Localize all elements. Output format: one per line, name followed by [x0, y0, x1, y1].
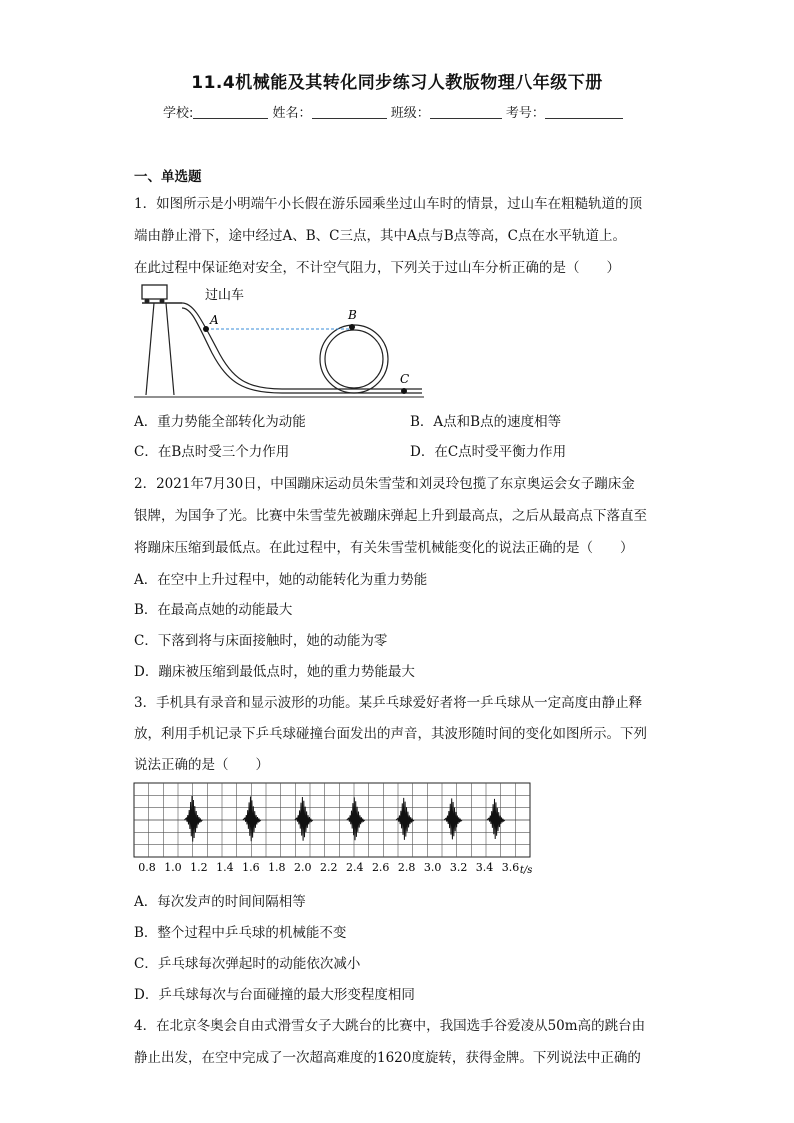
point-a	[203, 326, 209, 332]
tick-label: 1.2	[190, 861, 208, 874]
sound-burst	[444, 798, 462, 839]
q2-line-3: 将蹦床压缩到最低点。在此过程中，有关朱雪莹机械能变化的说法正确的是（ ）	[134, 540, 634, 556]
class-blank[interactable]	[430, 105, 502, 119]
tick-label: 1.4	[216, 861, 234, 874]
q3-option-b[interactable]: B．整个过程中乒乓球的机械能不变	[134, 925, 347, 941]
tick-label: 1.6	[242, 861, 260, 874]
q3-option-a[interactable]: A．每次发声的时间间隔相等	[134, 894, 306, 910]
label-c: C	[400, 372, 410, 386]
school-blank[interactable]	[193, 105, 268, 119]
tower-left-leg	[146, 303, 154, 395]
name-blank[interactable]	[312, 105, 387, 119]
track-inner	[182, 308, 337, 393]
roller-coaster-figure	[132, 281, 432, 401]
sound-burst	[487, 799, 505, 839]
unit-label: t/s	[519, 865, 533, 876]
sound-burst	[243, 797, 261, 842]
coaster-car	[142, 285, 167, 299]
name-label: 姓名：	[272, 106, 312, 121]
section-heading: 一、单选题	[134, 169, 202, 185]
q2-line-2: 银牌，为国争了光。比赛中朱雪莹先被蹦床弹起上升到最高点，之后从最高点下落直至	[134, 508, 647, 524]
sound-burst	[396, 798, 414, 840]
page-title: 11.4机械能及其转化同步练习人教版物理八年级下册	[191, 73, 603, 93]
tick-label: 1.0	[164, 861, 182, 874]
loop-outer	[320, 325, 388, 393]
tick-label: 2.4	[345, 861, 364, 874]
car-wheel	[160, 299, 165, 304]
exam-no-label: 考号：	[505, 106, 545, 121]
exam-no-blank[interactable]	[545, 105, 623, 119]
q2-option-a[interactable]: A．在空中上升过程中，她的动能转化为重力势能	[134, 572, 428, 588]
point-b	[349, 324, 355, 330]
waveform-figure	[130, 781, 540, 881]
car-wheel	[145, 299, 150, 304]
tick-label: 1.8	[268, 861, 286, 874]
label-car: 过山车	[205, 288, 245, 303]
q1-option-b[interactable]: B．A点和B点的速度相等	[410, 414, 562, 430]
tick-label: 3.2	[449, 861, 468, 874]
tick-label: 2.2	[320, 861, 338, 874]
q1-option-d[interactable]: D．在C点时受平衡力作用	[410, 444, 567, 460]
tick-label: 2.0	[294, 861, 312, 874]
tick-label: 3.0	[423, 861, 442, 874]
tick-label: 3.6	[501, 861, 520, 874]
q3-option-c[interactable]: C．乒乓球每次弹起时的动能依次减小	[134, 956, 361, 972]
q2-option-b[interactable]: B．在最高点她的动能最大	[134, 602, 293, 618]
student-info-line	[163, 102, 623, 121]
q2-line-1: 2．2021年7月30日，中国蹦床运动员朱雪莹和刘灵玲包揽了东京奥运会女子蹦床金	[134, 476, 635, 492]
school-label: 学校:	[163, 106, 194, 121]
q2-option-d[interactable]: D．蹦床被压缩到最低点时，她的重力势能最大	[134, 664, 415, 680]
q3-line-3: 说法正确的是（ ）	[134, 757, 269, 773]
tower-right-leg	[166, 303, 174, 395]
label-a: A	[210, 313, 219, 327]
q1-line-1: 1．如图所示是小明端午小长假在游乐园乘坐过山车时的情景，过山车在粗糙轨道的顶	[134, 196, 643, 212]
q3-line-2: 放，利用手机记录下乒乓球碰撞台面发出的声音，其波形随时间的变化如图所示。下列	[134, 726, 647, 742]
q1-line-2: 端由静止滑下，途中经过A、B、C三点，其中A点与B点等高，C点在水平轨道上。	[134, 228, 626, 244]
sound-burst	[184, 796, 202, 842]
q1-option-a[interactable]: A．重力势能全部转化为动能	[134, 414, 306, 430]
sound-burst	[347, 797, 365, 840]
class-label: 班级：	[390, 106, 430, 121]
q4-line-2: 静止出发，在空中完成了一次超高难度的1620度旋转，获得金牌。下列说法中正确的	[134, 1050, 641, 1066]
q4-line-1: 4．在北京冬奥会自由式滑雪女子大跳台的比赛中，我国选手谷爱凌从50m高的跳台由	[134, 1018, 646, 1034]
q1-line-3: 在此过程中保证绝对安全，不计空气阻力，下列关于过山车分析正确的是（ ）	[134, 260, 620, 276]
waveform-tick-labels	[138, 861, 532, 876]
label-b: B	[348, 308, 357, 322]
q2-option-c[interactable]: C．下落到将与床面接触时，她的动能为零	[134, 633, 388, 649]
point-c	[401, 388, 407, 394]
tick-label: 2.6	[371, 861, 390, 874]
q3-line-1: 3．手机具有录音和显示波形的功能。某乒乓球爱好者将一乒乓球从一定高度由静止释	[134, 695, 643, 711]
tick-label: 2.8	[397, 861, 416, 874]
track-outer	[182, 303, 337, 389]
q1-option-c[interactable]: C．在B点时受三个力作用	[134, 444, 290, 460]
loop-inner	[325, 330, 383, 388]
tick-label: 0.8	[138, 861, 156, 874]
q3-option-d[interactable]: D．乒乓球每次与台面碰撞的最大形变程度相同	[134, 987, 415, 1003]
tick-label: 3.4	[475, 861, 494, 874]
